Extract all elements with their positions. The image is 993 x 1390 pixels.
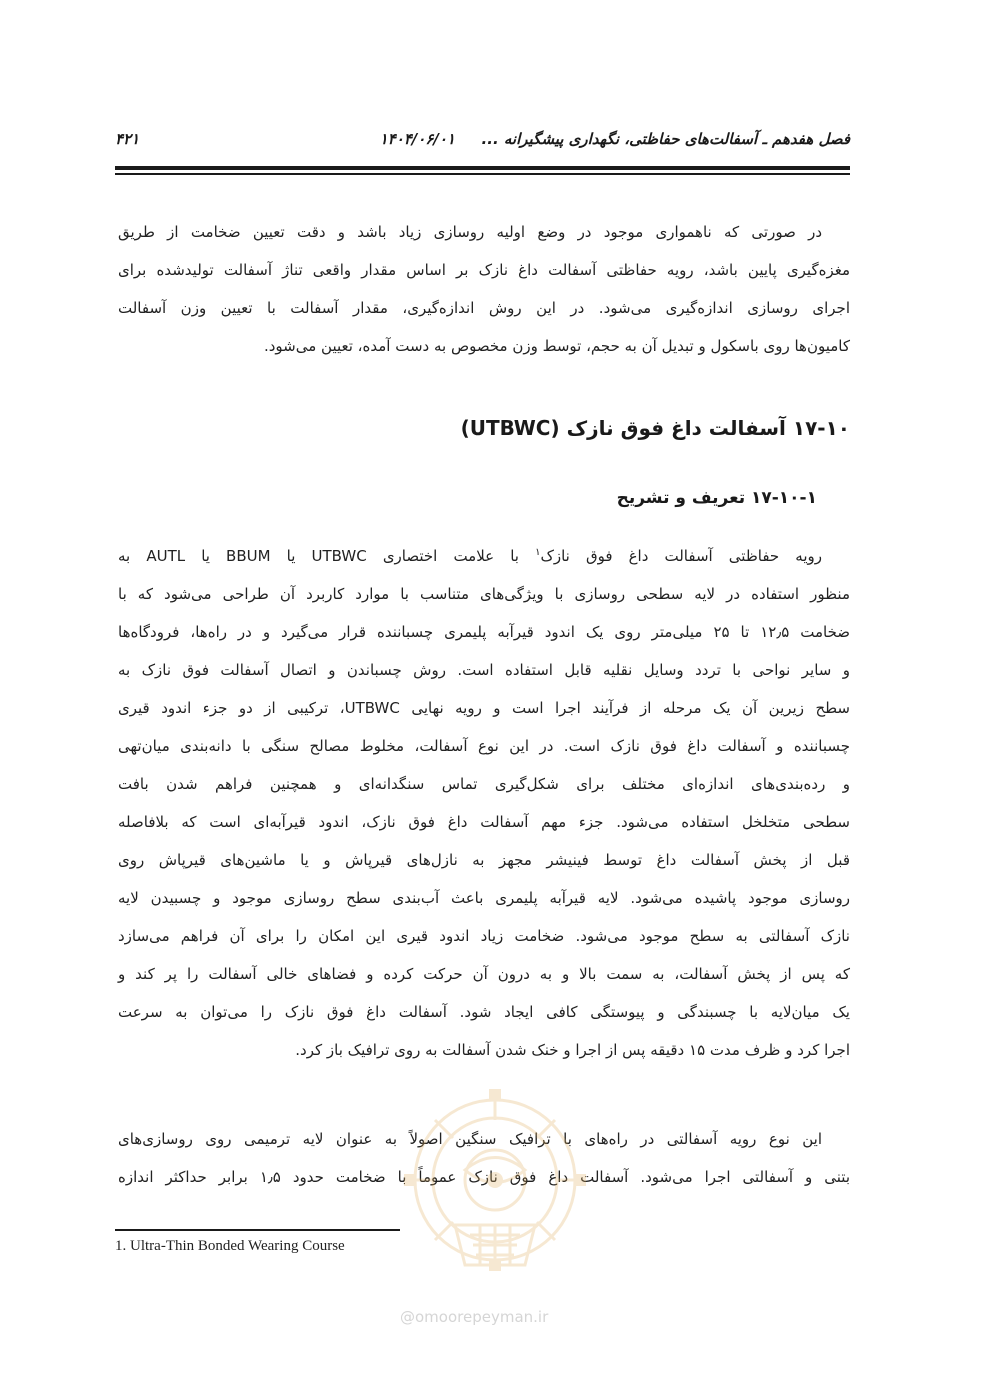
paragraph-line: سطح زیرین آن یک مرحله از فرآیند اجرا است و رویه نهایی UTBWC، ترکیبی از دو جزء اندود قیری [118,699,851,717]
header-date: ۱۴۰۴/۰۶/۰۱ [379,130,455,148]
paragraph-text: با علامت اختصاری UTBWC یا BBUM یا AUTL به [118,547,536,565]
paragraph-1 [118,213,850,365]
paragraph-line: قبل از پخش آسفالت داغ توسط فینیشر مجهز به نازل‌های قیرپاش و یا ماشین‌های قیرپاش روی [118,851,850,869]
paragraph-line: بتنی و آسفالتی اجرا می‌شود. آسفالت داغ فوق نازک عموماً با ضخامت حدود ۱٫۵ برابر حداکثر اندازه [118,1168,850,1186]
header-rule [115,166,850,170]
paragraph-line: و سایر نواحی با تردد وسایل نقلیه قابل استفاده است. روش چسباندن و اتصال آسفالت فوق نازک به [118,661,850,679]
section-heading: ۱۷-۱۰ آسفالت داغ فوق نازک (UTBWC) [460,416,850,440]
paragraph-line: و رده‌بندی‌های اندازه‌ای مختلف برای شکل‌گیری تماس سنگدانه‌ای و همچنین فراهم شدن بافت [118,775,850,793]
paragraph-line: این نوع رویه آسفالتی در راه‌های با ترافیک سنگین اصولاً به عنوان لایه ترمیمی روی روسازی‌های [118,1130,822,1148]
cogwheel-emblem-icon [395,1075,595,1305]
paragraph-line: نازک آسفالتی به سطح موجود می‌شود. ضخامت زیاد اندود قیری این امکان را برای آن فراهم می‌سازد [118,927,850,945]
paragraph-line: کامیون‌ها روی باسکول و تبدیل آن به حجم، توسط وزن مخصوص به دست آمده، تعیین می‌شود. [263,337,850,355]
paragraph-line: سطحی متخلخل استفاده می‌شود. جزء مهم آسفالت داغ فوق نازک، اندود قیرآبه‌ای است که بلافاصله [118,813,850,831]
subsection-heading: ۱۷-۱۰-۱ تعریف و تشریح [616,488,817,508]
header-rule-thin [115,173,850,175]
paragraph-line: یک میان‌لایه با چسبندگی و پیوستگی کافی ایجاد شود. آسفالت داغ فوق نازک را می‌توان به سرعت [118,1003,850,1021]
page-number: ۴۲۱ [115,130,140,148]
paragraph-line: روسازی موجود پاشیده می‌شود. لایه قیرآبه پلیمری باعث آب‌بندی سطح روسازی موجود و چسبیدن لایه [118,889,850,907]
watermark-url: omoorepeyman.ir [415,1308,549,1326]
chapter-title: فصل هفدهم ـ آسفالت‌های حفاظتی، نگهداری پیشگیرانه ... [481,130,850,148]
footnote-reference[interactable]: ۱ [535,547,541,558]
paragraph-line-with-footnote [118,537,850,575]
paragraph-line: ضخامت ۱۲٫۵ تا ۲۵ میلی‌متر روی یک اندود قیرآبه پلیمری چسباننده قرار می‌گیرد و در راه‌ها، فرودگاه‌ها [118,623,850,641]
paragraph-line: منظور استفاده در لایه سطحی روسازی با ویژگی‌های متناسب با موارد کاربرد آن طراحی می‌شود که با [118,585,850,603]
paragraph-line: مغزه‌گیری پایین باشد، رویه حفاظتی آسفالت داغ نازک بر اساس مقدار واقعی تناژ آسفالت تولیدشده برای [118,261,850,279]
paragraph-line: که پس از پخش آسفالت، به سمت بالا و به درون آن حرکت کرده و فضاهای خالی آسفالت را پر کند و [118,965,850,983]
running-header [115,128,850,160]
paragraph-line: اجرای روسازی اندازه‌گیری می‌شود. در این روش اندازه‌گیری، مقدار آسفالت با تعیین وزن آسفالت [118,299,850,317]
watermark-text [400,1308,548,1326]
footnote: 1. Ultra-Thin Bonded Wearing Course [115,1238,345,1254]
paragraph-2 [118,537,850,1069]
paragraph-line: در صورتی که ناهمواری موجود در وضع اولیه روسازی زیاد باشد و دقت تعیین ضخامت از طریق [118,223,822,241]
at-sign-icon: @ [400,1308,415,1326]
paragraph-text: رویه حفاظتی آسفالت داغ فوق نازک [540,547,823,565]
paragraph-line: اجرا کرد و ظرف مدت ۱۵ دقیقه پس از اجرا و خنک شدن آسفالت به روی ترافیک باز کرد. [295,1041,850,1059]
paragraph-line: چسباننده و آسفالت داغ فوق نازک است. در این نوع آسفالت، مخلوط مصالح سنگی با دانه‌بندی میان‌تهی [118,737,850,755]
footnote-rule [115,1229,400,1231]
